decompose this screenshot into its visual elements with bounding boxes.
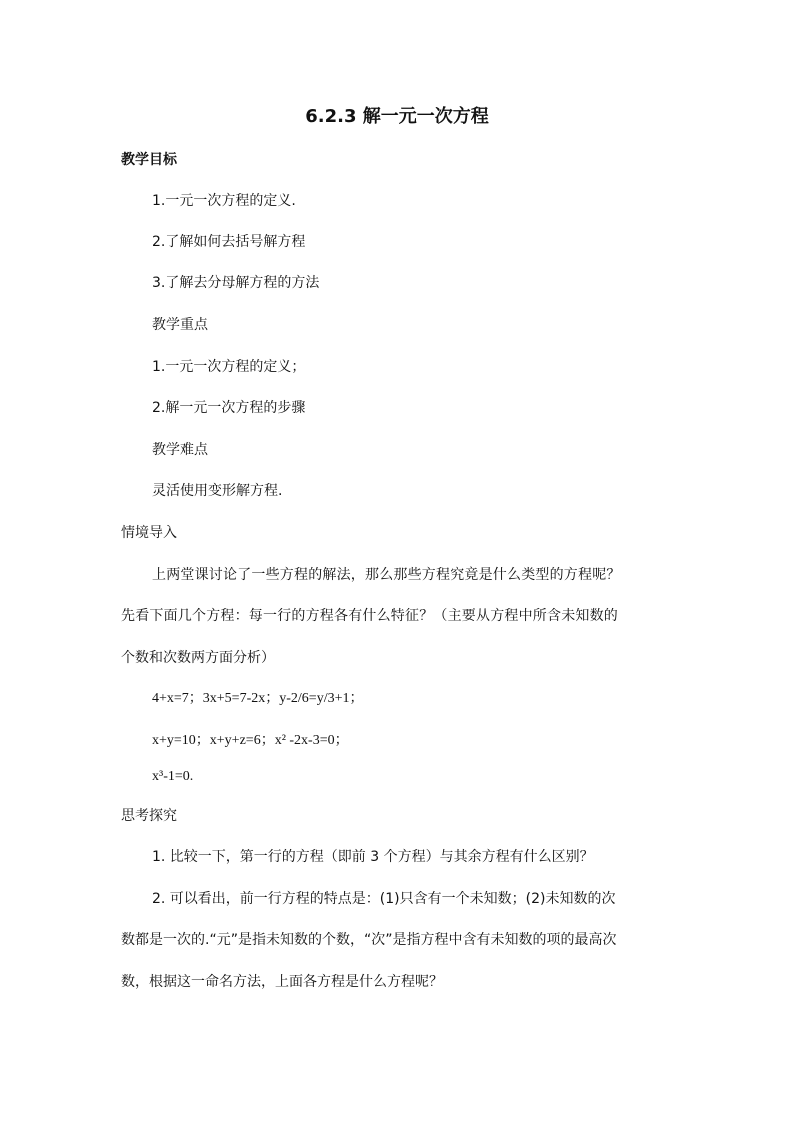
goal-item-3: 3.了解去分母解方程的方法 <box>152 275 320 291</box>
goal-item-1: 1.一元一次方程的定义. <box>152 193 296 209</box>
equation-line-1: 4+x=7；3x+5=7-2x；y-2/6=y/3+1； <box>152 691 364 706</box>
explore-question-2-line-2: 数都是一次的.“元”是指未知数的个数，“次”是指方程中含有未知数的项的最高次 <box>121 932 617 948</box>
document-title: 6.2.3 解一元一次方程 <box>305 106 489 127</box>
explore-question-2-line-1: 2. 可以看出，前一行方程的特点是：(1)只含有一个未知数；(2)未知数的次 <box>152 891 616 907</box>
equation-line-2: x+y=10；x+y+z=6；x² -2x-3=0； <box>152 733 349 748</box>
key-point-1: 1.一元一次方程的定义； <box>152 359 306 375</box>
difficulty-heading: 教学难点 <box>152 442 208 458</box>
intro-paragraph-line-1: 上两堂课讨论了一些方程的解法，那么那些方程究竟是什么类型的方程呢？ <box>152 567 621 583</box>
key-point-2: 2.解一元一次方程的步骤 <box>152 400 306 416</box>
difficulty-point-1: 灵活使用变形解方程. <box>152 483 283 499</box>
goals-heading: 教学目标 <box>121 152 177 168</box>
explore-question-2-line-3: 数，根据这一命名方法，上面各方程是什么方程呢？ <box>121 974 443 990</box>
intro-heading: 情境导入 <box>121 525 177 541</box>
equation-line-3: x³-1=0. <box>152 769 194 784</box>
explore-question-1: 1. 比较一下，第一行的方程（即前 3 个方程）与其余方程有什么区别？ <box>152 849 594 865</box>
intro-paragraph-line-3: 个数和次数两方面分析） <box>121 650 275 666</box>
intro-paragraph-line-2: 先看下面几个方程：每一行的方程各有什么特征？（主要从方程中所含未知数的 <box>121 608 618 624</box>
explore-heading: 思考探究 <box>121 808 177 824</box>
goal-item-2: 2.了解如何去括号解方程 <box>152 234 306 250</box>
key-points-heading: 教学重点 <box>152 317 208 333</box>
